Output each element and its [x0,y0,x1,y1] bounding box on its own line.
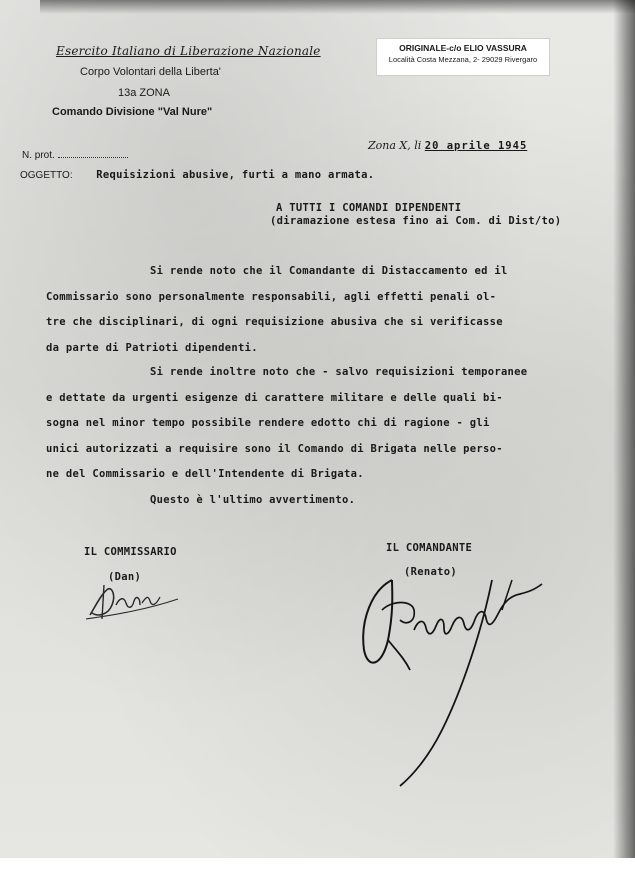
body-line: tre che disciplinari, di ogni requisizione abusiva che si verificasse [46,316,503,328]
letterhead-army: Esercito Italiano di Liberazione Nazionale [56,44,321,58]
subject-text: Requisizioni abusive, furti a mano armata. [96,169,375,181]
body-line: sogna nel minor tempo possibile rendere edotto chi di ragione - gli [46,417,490,429]
letterhead-corps: Corpo Volontari della Liberta' [80,66,221,78]
body-line: Si rende noto che il Comandante di Distaccamento ed il [150,265,508,277]
stamp-address: Località Costa Mezzana, 2- 29029 Rivergaro [388,55,538,64]
place-label: Zona X, li [368,139,422,152]
signature-left-name: (Dan) [108,571,142,583]
body-line: Commissario sono personalmente responsabili, agli effetti penali ol- [46,291,497,303]
stamp-title: ORIGINALE-c/o ELIO VASSURA [399,43,527,53]
recipients-line-2: (diramazione estesa fino ai Com. di Dist/to) [270,215,562,227]
scan-shadow-top [40,0,635,14]
body-line: ne del Commissario e dell'Intendente di Brigata. [46,468,364,480]
letterhead-zone: 13a ZONA [118,87,170,99]
protocol-label: N. prot. [22,150,55,161]
body-line: da parte di Patrioti dipendenti. [46,342,258,354]
body-line: unici autorizzati a requisire sono il Comando di Brigata nelle perso- [46,443,503,455]
scan-bottom-margin [0,858,635,872]
subject-label: OGGETTO: [20,170,73,181]
recipients-line-1: A TUTTI I COMANDI DIPENDENTI [276,202,462,214]
place-date [368,139,527,152]
date-value: 20 aprile 1945 [424,140,528,152]
signature-right-title: IL COMANDANTE [386,542,473,554]
body-line: Questo è l'ultimo avvertimento. [150,494,356,506]
handwritten-signature-right [352,570,552,790]
signature-left-title: IL COMMISSARIO [84,546,177,558]
handwritten-signature-left [82,575,202,625]
scan-shadow-right [613,0,635,860]
signature-right-name: (Renato) [404,566,457,578]
archive-stamp [376,38,550,76]
letterhead-command: Comando Divisione "Val Nure" [52,106,213,118]
body-line: e dettate da urgenti esigenze di carattere militare e delle quali bi- [46,392,503,404]
body-line: Si rende inoltre noto che - salvo requisizioni temporanee [150,366,528,378]
protocol-ref [22,146,128,161]
protocol-blank [58,146,128,158]
subject-line [20,163,374,182]
